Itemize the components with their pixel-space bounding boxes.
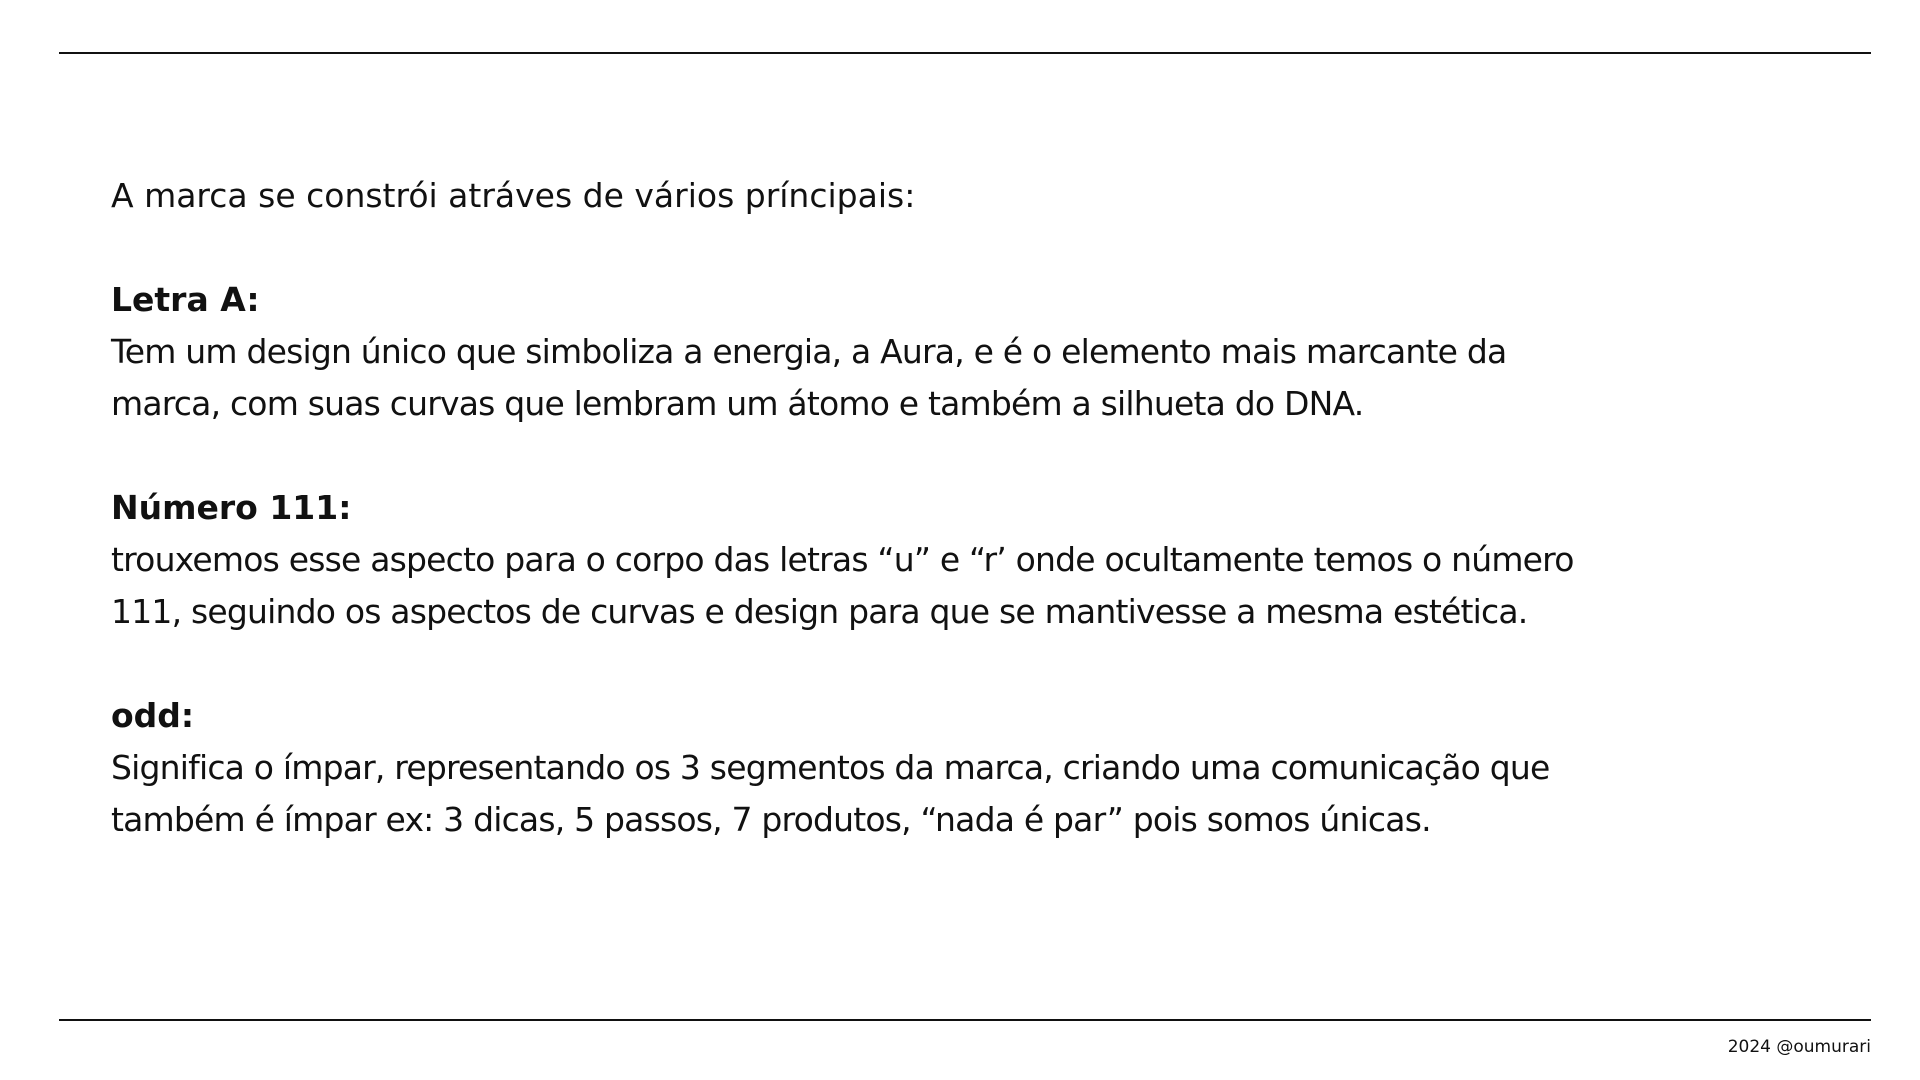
section-text-line: Tem um design único que simboliza a energia, a Aura, e é o elemento mais marcante da <box>111 332 1507 371</box>
section-text-line: também é ímpar ex: 3 dicas, 5 passos, 7 produtos, “nada é par” pois somos únicas. <box>111 800 1431 839</box>
section-numero-111 <box>111 482 1871 638</box>
section-title: Letra A: <box>111 280 260 319</box>
section-title: odd: <box>111 696 195 735</box>
section-text-line: trouxemos esse aspecto para o corpo das letras “u” e “r’ onde ocultamente temos o número <box>111 540 1574 579</box>
intro-text: A marca se constrói atráves de vários príncipais: <box>111 176 916 215</box>
footer-credit: 2024 @oumurari <box>1727 1037 1871 1057</box>
section-text-line: 111, seguindo os aspectos de curvas e design para que se mantivesse a mesma estética. <box>111 592 1528 631</box>
document-body <box>111 170 1871 898</box>
section-text-line: marca, com suas curvas que lembram um átomo e também a silhueta do DNA. <box>111 384 1364 423</box>
section-letra-a <box>111 274 1871 430</box>
section-odd <box>111 690 1871 846</box>
top-divider <box>59 52 1871 54</box>
bottom-divider <box>59 1019 1871 1021</box>
section-title: Número 111: <box>111 488 352 527</box>
section-text-line: Significa o ímpar, representando os 3 segmentos da marca, criando uma comunicação que <box>111 748 1550 787</box>
